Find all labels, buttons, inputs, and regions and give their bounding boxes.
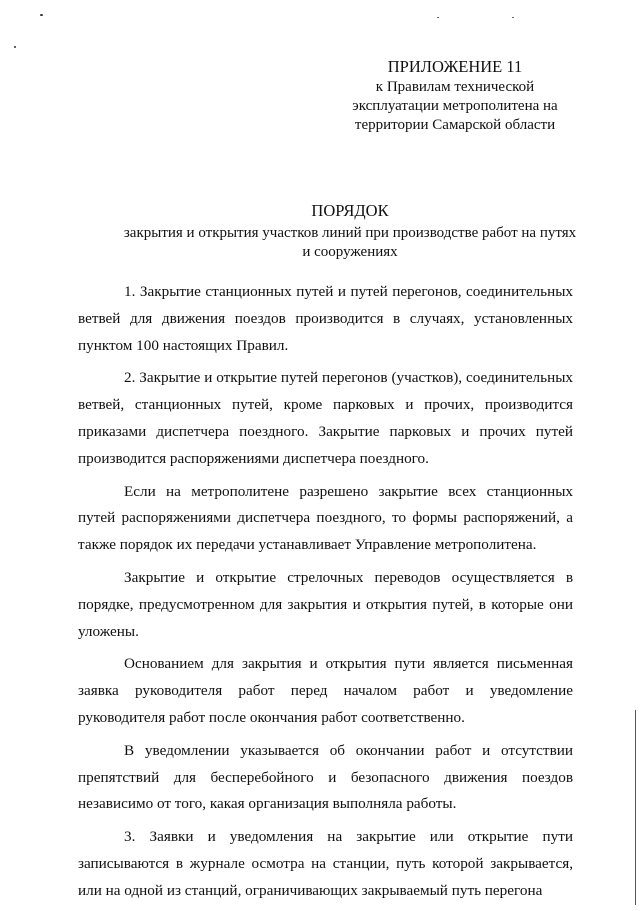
document-subtitle-line: и сооружениях	[302, 244, 398, 260]
document-body	[78, 279, 573, 911]
appendix-block	[320, 57, 590, 135]
scan-speck	[14, 46, 16, 48]
appendix-line: территории Самарской области	[354, 117, 556, 133]
scan-edge-line	[635, 710, 636, 905]
body-paragraph: Если на метрополитене разрешено закрытие всех станционных путей распоряжениями диспетчера поездного, то формы распоряжений, а также порядок их передачи устанавливает Управление метрополитена.	[78, 482, 573, 554]
body-paragraph: 2. Закрытие и открытие путей перегонов (участков), соединительных ветвей, станционных путей, кроме парковых и прочих, производится приказами диспетчера поездного. Закрытие парковых и прочих путей производится распоряжениями диспетчера поездного.	[78, 369, 573, 467]
body-paragraph: Закрытие и открытие стрелочных переводов осуществляется в порядке, предусмотренном для закрытия и открытия путей, в которые они уложены.	[78, 568, 573, 640]
scan-speck	[512, 17, 514, 18]
appendix-line: к Правилам технической	[375, 79, 535, 95]
body-paragraph: 3. Заявки и уведомления на закрытие или открытие пути записываются в журнале осмотра на станции, путь которой закрывается, или на одной из станций, ограничивающих закрываемый путь перегона	[78, 828, 573, 899]
body-paragraph: 1. Закрытие станционных путей и путей перегонов, соединительных ветвей для движения поездов производится в случаях, установленных пунктом 100 настоящих Правил.	[78, 283, 573, 354]
document-subtitle-line: закрытия и открытия участков линий при производстве работ на путях	[123, 225, 577, 241]
body-paragraph: Основанием для закрытия и открытия пути является письменная заявка руководителя работ перед началом работ и уведомление руководителя работ после окончания работ соответственно.	[78, 655, 573, 726]
appendix-line: эксплуатации метрополитена на	[352, 98, 558, 114]
scan-speck	[40, 14, 43, 16]
document-title: ПОРЯДОК	[311, 201, 389, 220]
appendix-heading: ПРИЛОЖЕНИЕ 11	[387, 57, 523, 76]
scan-speck	[437, 17, 439, 18]
body-paragraph: В уведомлении указывается об окончании работ и отсутствии препятствий для бесперебойного и безопасного движения поездов независимо от того, какая организация выполняла работы.	[78, 741, 573, 813]
document-title-block	[60, 201, 640, 262]
